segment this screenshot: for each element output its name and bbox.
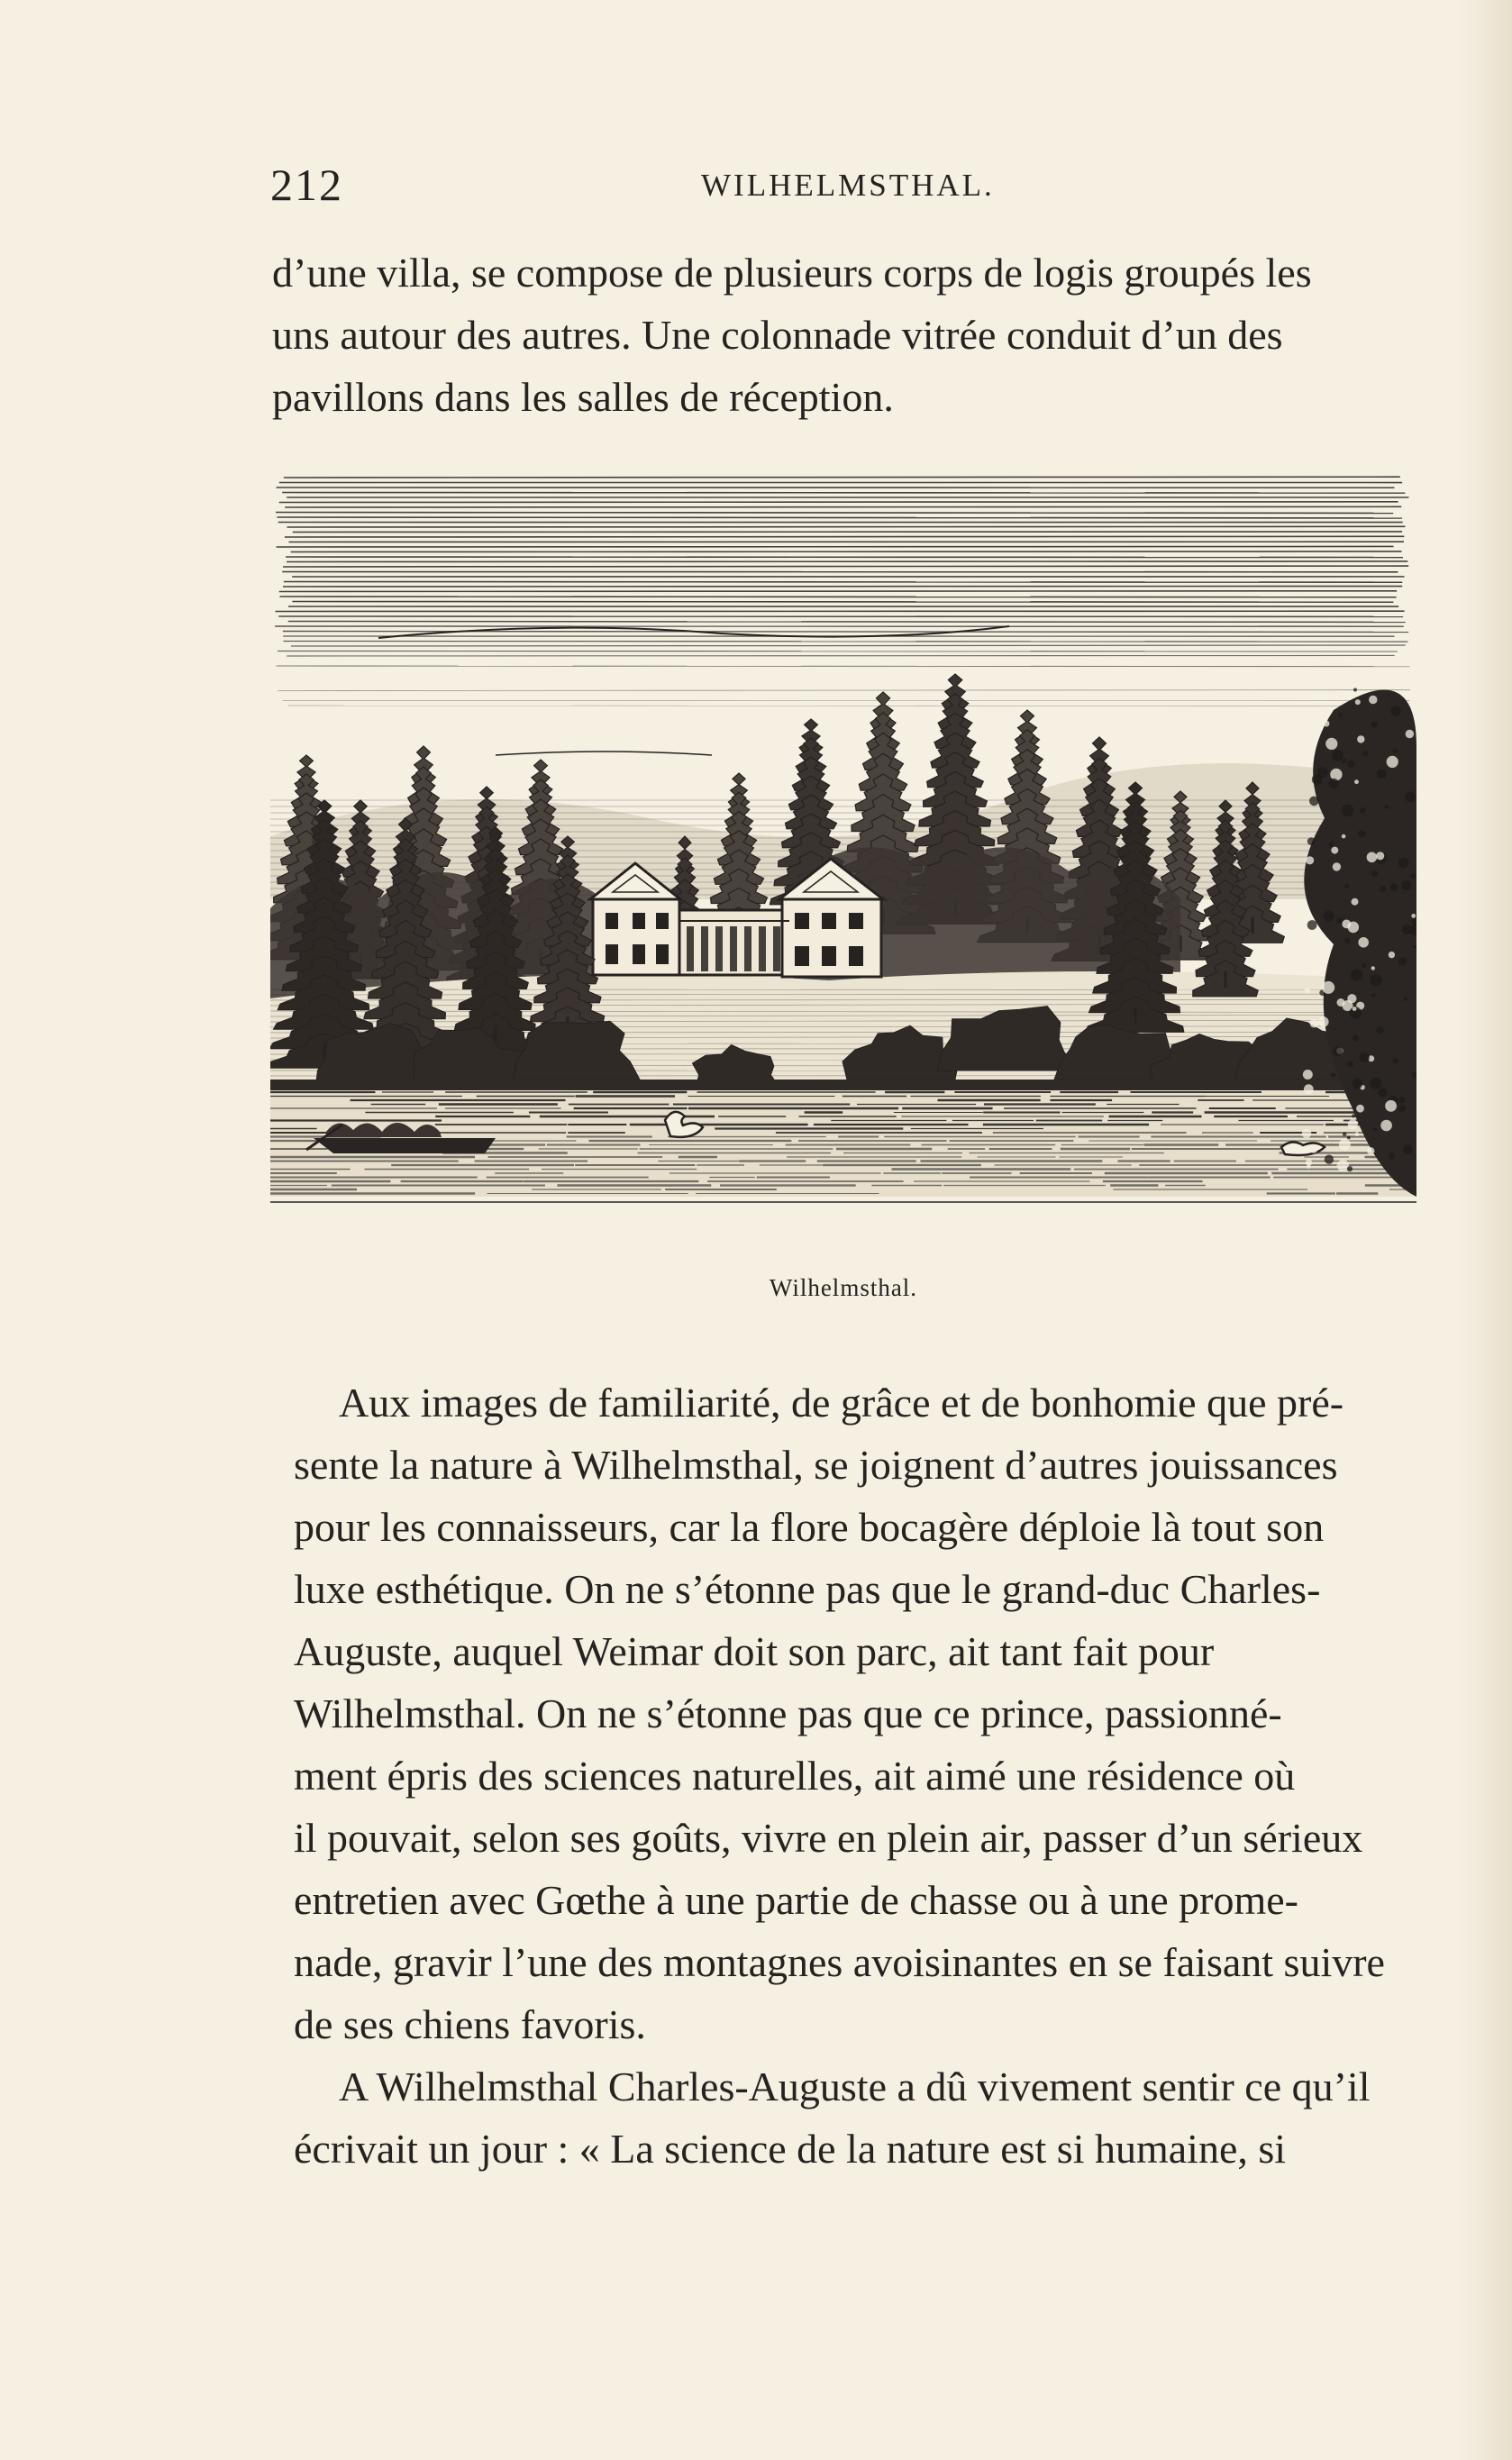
running-title: WILHELMSTHAL. (701, 168, 995, 203)
text-line: luxe esthétique. On ne s’étonne pas que le grand-duc Charles- (294, 1566, 1321, 1612)
figure-caption: Wilhelmsthal. (769, 1274, 918, 1301)
paragraph-main (294, 1371, 1425, 2180)
text-line: écrivait un jour : « La science de la nature est si humaine, si (294, 2126, 1287, 2172)
paragraph-top (272, 241, 1407, 428)
text-line: il pouvait, selon ses goûts, vivre en plein air, passer d’un sérieux (294, 1815, 1363, 1861)
text-line: ment épris des sciences naturelles, ait aimé une résidence où (294, 1753, 1296, 1799)
engraving-svg (270, 476, 1416, 1251)
text-line: pour les connaisseurs, car la flore bocagère déploie là tout son (294, 1504, 1325, 1550)
text-line: d’une villa, se compose de plusieurs corps de logis groupés les (272, 250, 1312, 296)
sky-hatching (275, 477, 1410, 755)
text-line: Auguste, auquel Weimar doit son parc, ait tant fait pour (294, 1628, 1215, 1674)
text-line: Wilhelmsthal. On ne s’étonne pas que ce prince, passionné- (294, 1690, 1282, 1736)
text-line: nade, gravir l’une des montagnes avoisinantes en se faisant suivre (294, 1939, 1385, 1985)
text-line: pavillons dans les salles de réception. (272, 374, 894, 420)
page-edge-shadow (1458, 0, 1512, 2460)
page-number: 212 (270, 159, 343, 210)
engraving-illustration (270, 476, 1416, 1251)
text-line: A Wilhelmsthal Charles-Auguste a dû vivement sentir ce qu’il (339, 2064, 1371, 2109)
page-header (270, 159, 1407, 213)
text-line: sente la nature à Wilhelmsthal, se joignent d’autres jouissances (294, 1442, 1338, 1488)
text-line: Aux images de familiarité, de grâce et de bonhomie que pré- (339, 1380, 1344, 1426)
text-line: entretien avec Gœthe à une partie de chasse ou à une prome- (294, 1877, 1298, 1923)
text-line: de ses chiens favoris. (294, 2001, 646, 2047)
text-line: uns autour des autres. Une colonnade vitrée conduit d’un des (272, 312, 1283, 358)
